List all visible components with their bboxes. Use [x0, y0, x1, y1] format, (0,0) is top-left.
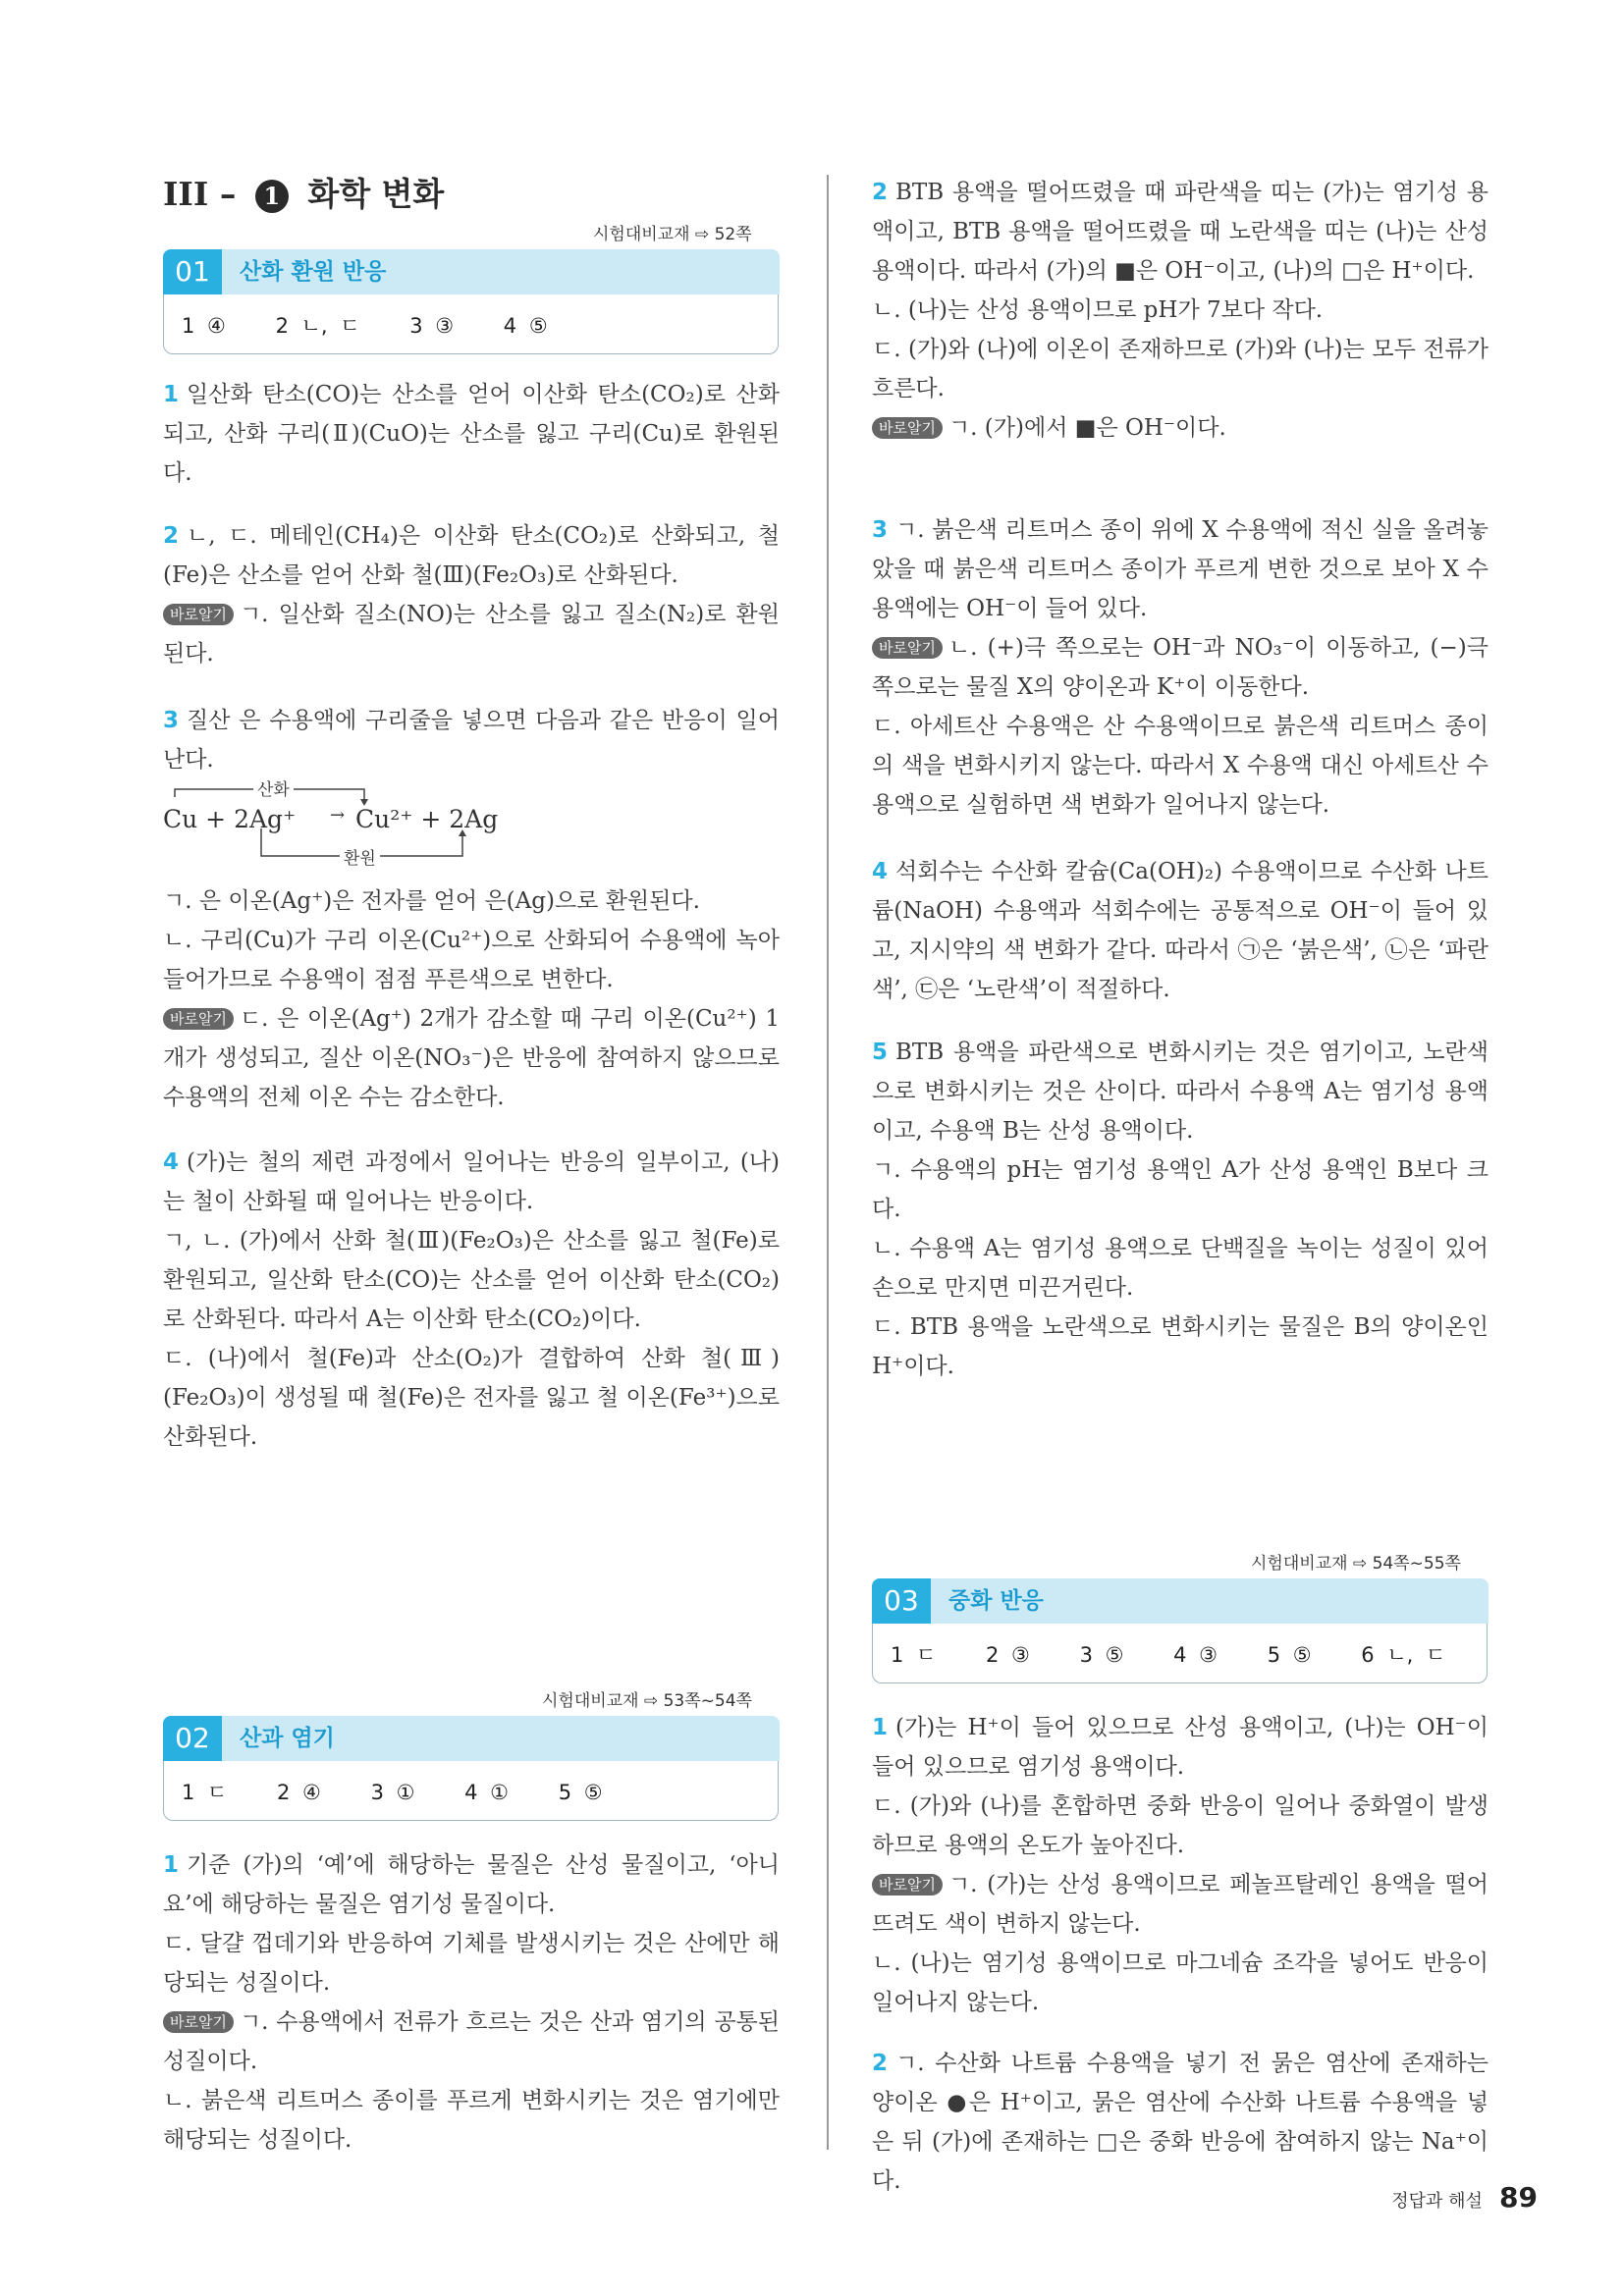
correction-badge: 바로알기 [163, 1008, 234, 1030]
explanation-2-2 [872, 173, 1489, 448]
reduction-label: 환원 [340, 844, 380, 869]
question-number: 2 [872, 180, 889, 205]
explanation-text: ㄴ, ㄷ. 메테인(CH₄)은 이산화 탄소(CO₂)로 산화되고, 철(Fe)은 산소를 얻어 산화 철(Ⅲ)(Fe₂O₃)로 산화된다. [163, 523, 780, 588]
explanation-text: ㄱ. 붉은색 리트머스 종이 위에 X 수용액에 적신 실을 올려놓았을 때 붉은색 리트머스 종이가 푸르게 변한 것으로 보아 X 수용액에는 OH⁻이 들어 있다. [872, 517, 1489, 621]
explanation-text: (가)는 H⁺이 들어 있으므로 산성 용액이고, (나)는 OH⁻이 들어 있으므로 염기성 용액이다. [872, 1715, 1489, 1780]
correction-badge: 바로알기 [872, 1874, 943, 1896]
explanation-text: ㄴ. 붉은색 리트머스 종이를 푸르게 변화시키는 것은 염기에만 해당되는 성질이다. [163, 2088, 780, 2153]
answer-box-02 [163, 1761, 779, 1821]
page-footer [1391, 2181, 1538, 2214]
oxidation-label: 산화 [253, 775, 294, 800]
explanation-text: ㄴ. 수용액 A는 염기성 용액으로 단백질을 녹이는 성질이 있어 손으로 만지면 미끈거린다. [872, 1236, 1489, 1301]
section-number: 02 [163, 1716, 222, 1761]
correction-badge: 바로알기 [872, 417, 943, 439]
section-title: 산화 환원 반응 [240, 259, 387, 285]
unit-title [163, 169, 444, 215]
explanation-3-1 [872, 1708, 1489, 2022]
explanation-text: ㄱ. 수산화 나트륨 수용액을 넣기 전 묽은 염산에 존재하는 양이온 ●은 H⁺이고, 묽은 염산에 수산화 나트륨 수용액을 넣은 뒤 (가)에 존재하는 □은 중화 반응에 참여하지 않는 Na⁺이다. [872, 2051, 1489, 2194]
section-number: 03 [872, 1578, 931, 1624]
question-number: 2 [872, 2051, 889, 2076]
equation-lhs: Cu + 2Ag⁺ [163, 805, 297, 833]
question-number: 3 [872, 517, 889, 543]
unit-roman: III [163, 175, 209, 213]
answer-box-03 [872, 1624, 1488, 1683]
equation-rhs: Cu²⁺ + 2Ag [355, 805, 499, 833]
explanation-1-2 [163, 516, 780, 673]
explanation-2-4 [872, 852, 1489, 1009]
correction-text: ㄱ. 일산화 질소(NO)는 산소를 잃고 질소(N₂)로 환원된다. [163, 602, 780, 667]
ref-text-3: 시험대비교재 ⇨ 54쪽~55쪽 [1251, 1554, 1461, 1574]
explanation-text: ㄷ. BTB 용액을 노란색으로 변화시키는 물질은 B의 양이온인 H⁺이다. [872, 1314, 1489, 1379]
answer-row: 1 ㄷ 2 ④ 3 ① 4 ① 5 ⑤ [182, 1781, 603, 1804]
correction-badge: 바로알기 [163, 2011, 234, 2033]
correction-text: ㄱ. (가)는 산성 용액이므로 페놀프탈레인 용액을 떨어뜨려도 색이 변하지 않는다. [872, 1872, 1489, 1937]
section-title: 산과 염기 [240, 1726, 335, 1751]
explanation-1-4 [163, 1143, 780, 1457]
unit-number-badge: 1 [255, 180, 289, 213]
explanation-text: ㄱ, ㄴ. (가)에서 산화 철(Ⅲ)(Fe₂O₃)은 산소를 잃고 철(Fe)로 환원되고, 일산화 탄소(CO)는 산소를 얻어 이산화 탄소(CO₂)로 산화된다. 따라서 A는 이산화 탄소(CO₂)이다. [163, 1228, 780, 1332]
explanation-text: ㄱ. 수용액의 pH는 염기성 용액인 A가 산성 용액인 B보다 크다. [872, 1157, 1489, 1222]
correction-text: ㄱ. 수용액에서 전류가 흐르는 것은 산과 염기의 공통된 성질이다. [163, 2009, 780, 2074]
equation-arrow: → [330, 805, 346, 826]
explanation-1-3-detail [163, 881, 780, 1117]
unit-dash: – [219, 175, 237, 213]
explanation-2-5 [872, 1033, 1489, 1386]
explanation-3-2 [872, 2044, 1489, 2201]
footer-label: 정답과 해설 [1391, 2191, 1483, 2212]
explanation-text: 질산 은 수용액에 구리줄을 넣으면 다음과 같은 반응이 일어난다. [163, 708, 780, 773]
page-number: 89 [1499, 2181, 1538, 2214]
explanation-text: ㄷ. 아세트산 수용액은 산 수용액이므로 붉은색 리트머스 종이의 색을 변화시키지 않는다. 따라서 X 수용액 대신 아세트산 수용액으로 실험하면 색 변화가 일어나지 않는다. [872, 714, 1489, 818]
explanation-text: ㄱ. 은 이온(Ag⁺)은 전자를 얻어 은(Ag)으로 환원된다. [163, 888, 700, 914]
section-header-01 [163, 249, 780, 294]
ref-text-1: 시험대비교재 ⇨ 52쪽 [593, 225, 752, 244]
question-number: 2 [163, 523, 180, 549]
explanation-2-1 [163, 1845, 780, 2160]
explanation-text: 일산화 탄소(CO)는 산소를 얻어 이산화 탄소(CO₂)로 산화되고, 산화 구리(Ⅱ)(CuO)는 산소를 잃고 구리(Cu)로 환원된다. [163, 382, 780, 486]
explanation-1-3 [163, 701, 780, 779]
answer-row: 1 ④ 2 ㄴ, ㄷ 3 ③ 4 ⑤ [182, 314, 548, 338]
question-number: 4 [872, 859, 889, 884]
correction-badge: 바로알기 [872, 637, 943, 659]
correction-text: ㄱ. (가)에서 ■은 OH⁻이다. [947, 415, 1226, 441]
explanation-text: 기준 (가)의 ‘예’에 해당하는 물질은 산성 물질이고, ‘아니요’에 해당하는 물질은 염기성 물질이다. [163, 1852, 780, 1917]
section-title: 중화 반응 [948, 1588, 1044, 1614]
explanation-text: BTB 용액을 파란색으로 변화시키는 것은 염기이고, 노란색으로 변화시키는 것은 산이다. 따라서 수용액 A는 염기성 용액이고, 수용액 B는 산성 용액이다. [872, 1040, 1489, 1144]
question-number: 1 [872, 1715, 889, 1740]
unit-title-text: 화학 변화 [307, 175, 445, 213]
answer-row: 1 ㄷ 2 ③ 3 ⑤ 4 ③ 5 ⑤ 6 ㄴ, ㄷ [891, 1643, 1446, 1667]
question-number: 1 [163, 1852, 180, 1878]
question-number: 3 [163, 708, 180, 733]
explanation-text: (가)는 철의 제련 과정에서 일어나는 반응의 일부이고, (나)는 철이 산화될 때 일어나는 반응이다. [163, 1149, 780, 1214]
question-number: 1 [163, 382, 180, 407]
explanation-text: 석회수는 수산화 칼슘(Ca(OH)₂) 수용액이므로 수산화 나트륨(NaOH) 수용액과 석회수에는 공통적으로 OH⁻이 들어 있고, 지시약의 색 변화가 같다. 따라서 ㉠은 ‘붉은색’, ㉡은 ‘파란색’, ㉢은 ‘노란색’이 적절하다. [872, 859, 1489, 1002]
explanation-text: ㄴ. 구리(Cu)가 구리 이온(Cu²⁺)으로 산화되어 수용액에 녹아 들어가므로 수용액이 점점 푸른색으로 변한다. [163, 928, 780, 992]
section-header-03 [872, 1578, 1489, 1624]
correction-text: ㄷ. 은 이온(Ag⁺) 2개가 감소할 때 구리 이온(Cu²⁺) 1개가 생성되고, 질산 이온(NO₃⁻)은 반응에 참여하지 않으므로 수용액의 전체 이온 수는 감소한다. [163, 1006, 780, 1110]
answer-box-01 [163, 294, 779, 354]
explanation-text: ㄷ. (가)와 (나)에 이온이 존재하므로 (가)와 (나)는 모두 전류가 흐른다. [872, 337, 1489, 401]
correction-badge: 바로알기 [163, 604, 234, 625]
explanation-text: BTB 용액을 떨어뜨렸을 때 파란색을 띠는 (가)는 염기성 용액이고, BTB 용액을 떨어뜨렸을 때 노란색을 띠는 (나)는 산성 용액이다. 따라서 (가)의 ■은 OH⁻이고, (나)의 □은 H⁺이다. [872, 180, 1489, 284]
explanation-text: ㄴ. (나)는 염기성 용액이므로 마그네슘 조각을 넣어도 반응이 일어나지 않는다. [872, 1950, 1489, 2015]
explanation-text: ㄷ. (가)와 (나)를 혼합하면 중화 반응이 일어나 중화열이 발생하므로 용액의 온도가 높아진다. [872, 1793, 1489, 1858]
explanation-text: ㄴ. (나)는 산성 용액이므로 pH가 7보다 작다. [872, 297, 1324, 323]
explanation-2-3 [872, 510, 1489, 825]
reaction-equation [163, 775, 556, 874]
column-divider [827, 175, 829, 2150]
explanation-text: ㄷ. 달걀 껍데기와 반응하여 기체를 발생시키는 것은 산에만 해당되는 성질이다. [163, 1931, 780, 1996]
question-number: 4 [163, 1149, 180, 1175]
ref-text-2: 시험대비교재 ⇨ 53쪽~54쪽 [542, 1691, 752, 1711]
correction-text: ㄴ. (+)극 쪽으로는 OH⁻과 NO₃⁻이 이동하고, (−)극 쪽으로는 물질 X의 양이온과 K⁺이 이동한다. [872, 635, 1489, 700]
explanation-1-1 [163, 375, 780, 493]
section-header-02 [163, 1716, 780, 1761]
explanation-text: ㄷ. (나)에서 철(Fe)과 산소(O₂)가 결합하여 산화 철(Ⅲ)(Fe₂O₃)이 생성될 때 철(Fe)은 전자를 잃고 철 이온(Fe³⁺)으로 산화된다. [163, 1346, 780, 1450]
section-number: 01 [163, 249, 222, 294]
question-number: 5 [872, 1040, 889, 1065]
